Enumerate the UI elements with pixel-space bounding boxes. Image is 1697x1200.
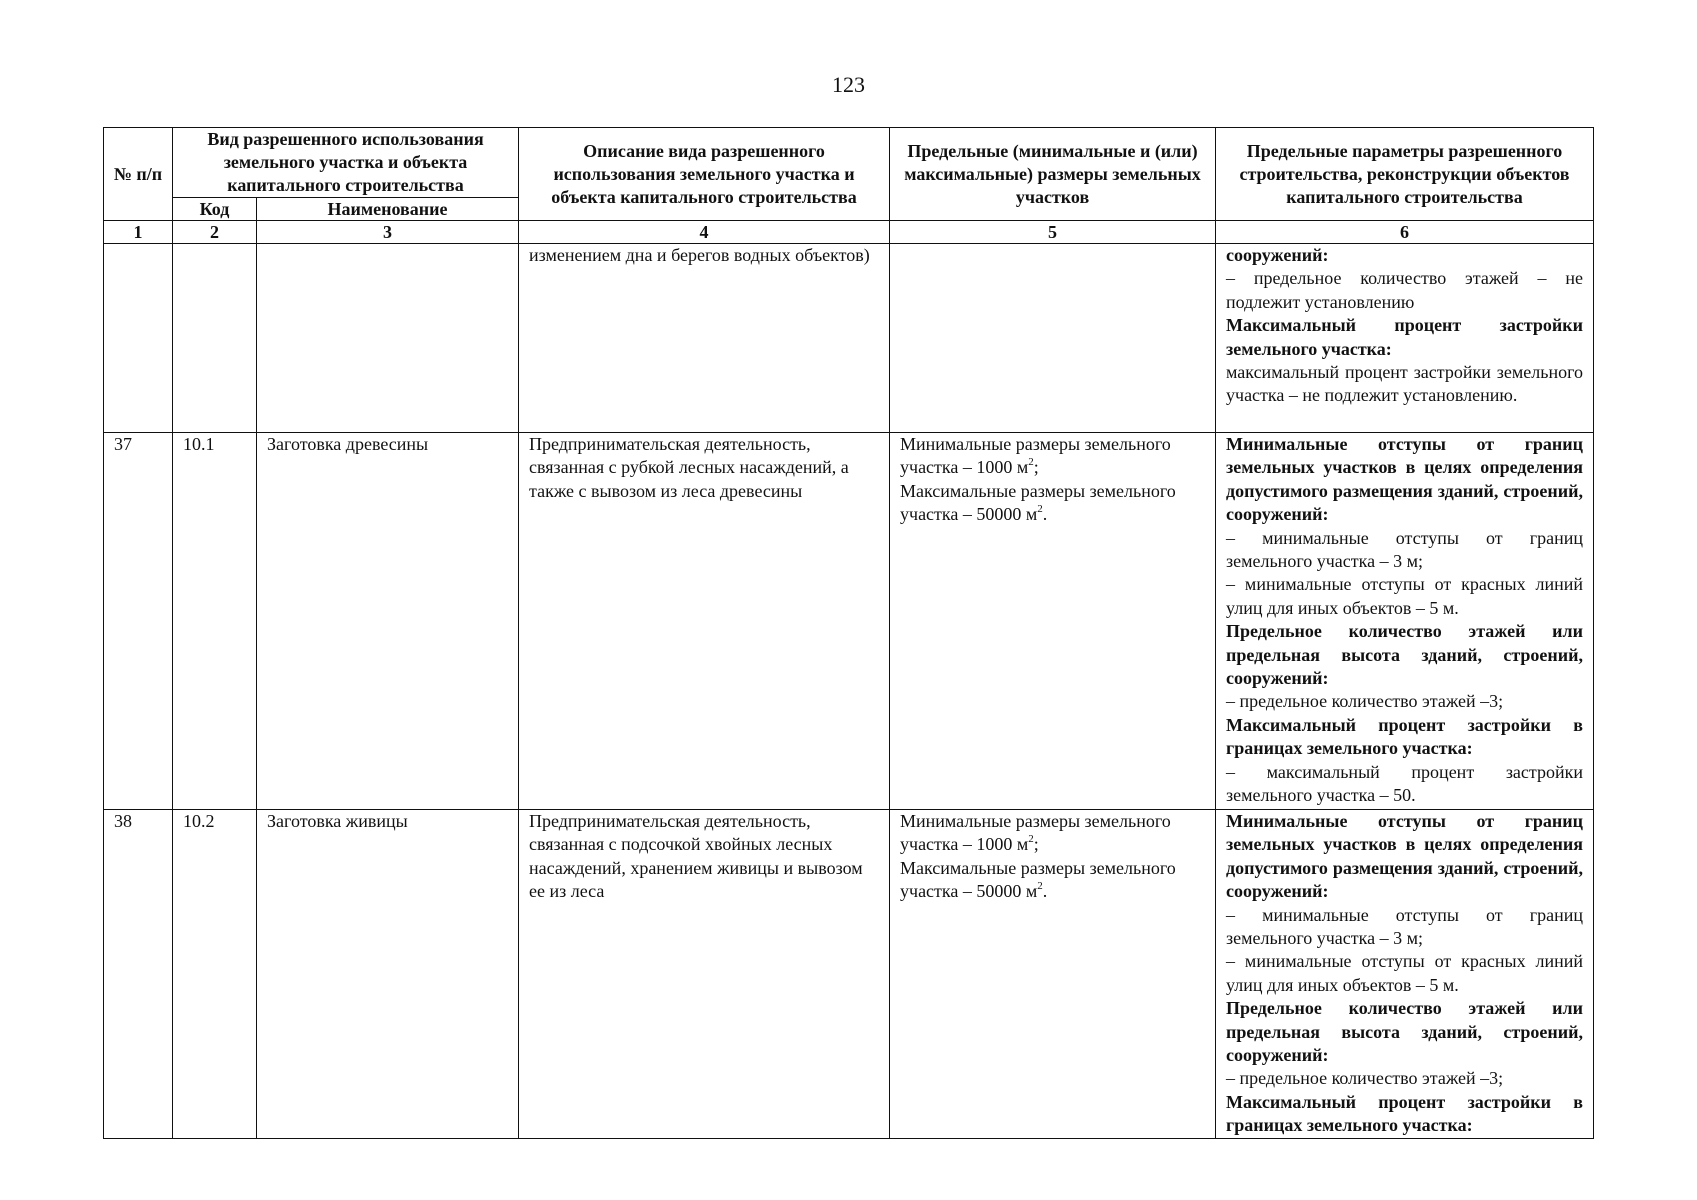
row-params (1216, 244, 1594, 433)
param-line: – минимальные отступы от границ земельного участка – 3 м; (1226, 904, 1584, 949)
table-body (104, 244, 1594, 1139)
param-line: Максимальный процент застройки в границах земельного участка: (1226, 714, 1584, 759)
param-line: – предельное количество этажей – не подлежит установлению (1226, 268, 1584, 312)
row-description: Предпринимательская деятельность, связанная с рубкой лесных насаждений, а также с вывозом из леса древесины (519, 433, 890, 810)
zoning-table (103, 127, 1594, 1139)
table-row (104, 244, 1594, 433)
param-line: – минимальные отступы от красных линий улиц для иных объектов – 5 м. (1226, 574, 1584, 618)
row-name (257, 244, 519, 433)
table-row (104, 433, 1594, 810)
unit-superscript: 2 (1037, 880, 1043, 893)
row-sizes: Минимальные размеры земельного участка – 1000 $м^2$; Максимальные размеры земельного участка – 50000 $м^2$. (890, 810, 1216, 1139)
max-size-text: Максимальные размеры земельного участка – 50000 м (900, 857, 1176, 902)
row-description: изменением дна и берегов водных объектов) (519, 244, 890, 433)
param-line: – минимальные отступы от границ земельного участка – 3 м; (1226, 527, 1584, 572)
row-code (173, 244, 257, 433)
row-name: Заготовка живицы (257, 810, 519, 1139)
row-number: 37 (104, 433, 173, 810)
column-number-3: 3 (257, 221, 519, 244)
row-code: 10.1 (173, 433, 257, 810)
param-line: Максимальный процент застройки в границах земельного участка: (1226, 1091, 1584, 1136)
column-number-1: 1 (104, 221, 173, 244)
param-line: – предельное количество этажей –3; (1226, 1068, 1504, 1089)
header-type-group: Вид разрешенного использования земельного участка и объекта капитального строительства (173, 128, 519, 198)
unit-superscript: 2 (1037, 503, 1043, 516)
row-sizes: Минимальные размеры земельного участка – 1000 $м^2$; Максимальные размеры земельного участка – 50000 $м^2$. (890, 433, 1216, 810)
row-description: Предпринимательская деятельность, связанная с подсочкой хвойных лесных насаждений, хранением живицы и вывозом ее из леса (519, 810, 890, 1139)
header-sizes: Предельные (минимальные и (или) максимальные) размеры земельных участков (890, 128, 1216, 221)
row-params (1216, 433, 1594, 810)
row-name: Заготовка древесины (257, 433, 519, 810)
param-line: Минимальные отступы от границ земельных участков в целях определения допустимого размещения зданий, строений, сооружений: (1226, 811, 1584, 902)
header-num: № п/п (104, 128, 173, 221)
column-number-5: 5 (890, 221, 1216, 244)
row-number (104, 244, 173, 433)
param-line: Минимальные отступы от границ земельных участков в целях определения допустимого размещения зданий, строений, сооружений: (1226, 434, 1584, 525)
column-number-4: 4 (519, 221, 890, 244)
unit-superscript: 2 (1028, 456, 1034, 469)
param-line: Предельное количество этажей или предельная высота зданий, строений, сооружений: (1226, 621, 1584, 689)
unit-superscript: 2 (1028, 833, 1034, 846)
param-line: максимальный процент застройки земельного участка – не подлежит установлению. (1226, 362, 1584, 406)
page-number: 123 (832, 72, 865, 97)
header-description: Описание вида разрешенного использования земельного участка и объекта капитального строительства (519, 128, 890, 221)
header-name: Наименование (257, 198, 519, 221)
param-line: Предельное количество этажей или предельная высота зданий, строений, сооружений: (1226, 998, 1584, 1066)
row-code: 10.2 (173, 810, 257, 1139)
header-code: Код (173, 198, 257, 221)
max-size-text: Максимальные размеры земельного участка – 50000 м (900, 480, 1176, 525)
table-row (104, 810, 1594, 1139)
row-sizes (890, 244, 1216, 433)
param-line: – минимальные отступы от красных линий улиц для иных объектов – 5 м. (1226, 951, 1584, 995)
column-number-2: 2 (173, 221, 257, 244)
min-size-text: Минимальные размеры земельного участка – 1000 м (900, 434, 1171, 478)
header-params: Предельные параметры разрешенного строительства, реконструкции объектов капитального строительства (1216, 128, 1594, 221)
param-line: – предельное количество этажей –3; (1226, 691, 1504, 712)
param-line: сооружений: (1226, 245, 1329, 265)
row-number: 38 (104, 810, 173, 1139)
min-size-text: Минимальные размеры земельного участка – 1000 м (900, 811, 1171, 855)
table-header (104, 128, 1594, 244)
param-line: Максимальный процент застройки земельного участка: (1226, 315, 1584, 359)
param-line: – максимальный процент застройки земельного участка – 50. (1226, 761, 1584, 806)
column-number-6: 6 (1216, 221, 1594, 244)
row-params (1216, 810, 1594, 1139)
